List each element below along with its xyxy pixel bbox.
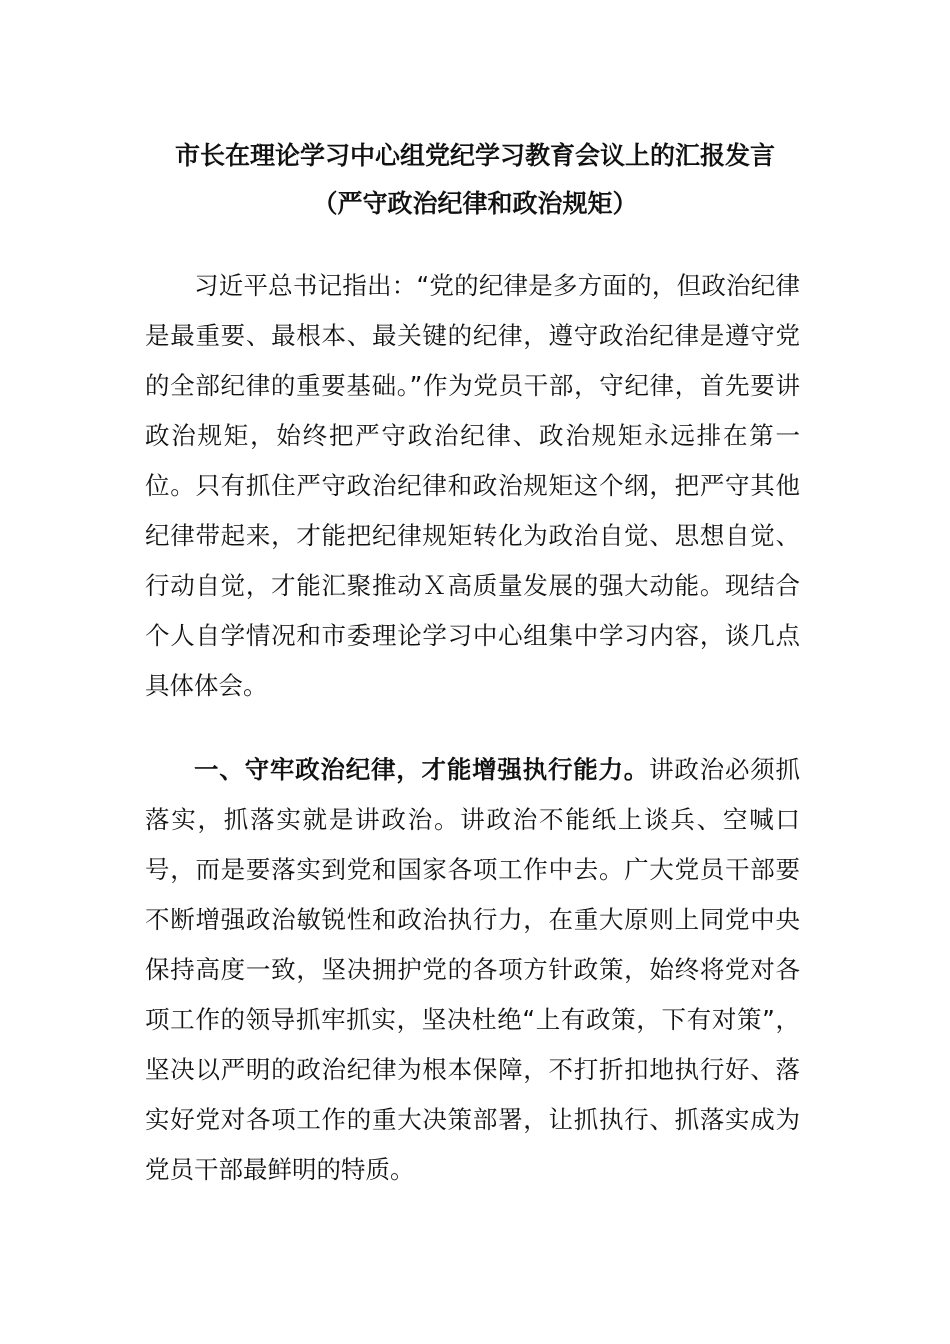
document-title: 市长在理论学习中心组党纪学习教育会议上的汇报发言 xyxy=(174,141,775,170)
paragraph-intro-text: 习近平总书记指出：“党的纪律是多方面的，但政治纪律是最重要、最根本、最关键的纪律，遵守政治纪律是遵守党的全部纪律的重要基础。”作为党员干部，守纪律，首先要讲政治规矩，始终把严守政治纪律、政治规矩永远排在第一位。只有抓住严守政治纪律和政治规矩这个纲，把严守其他纪律带起来，才能把纪律规矩转化为政治自觉、思想自觉、行动自觉，才能汇聚推动Ｘ高质量发展的强大动能。现结合个人自学情况和市委理论学习中心组集中学习内容，谈几点具体体会。 xyxy=(145,271,800,700)
section-one-text: 讲政治必须抓落实，抓落实就是讲政治。讲政治不能纸上谈兵、空喊口号，而是要落实到党和国家各项工作中去。广大党员干部要不断增强政治敏锐性和政治执行力，在重大原则上同党中央保持高度一致，坚决拥护党的各项方针政策，始终将党对各项工作的领导抓牢抓实，坚决杜绝“上有政策，下有对策”，坚决以严明的政治纪律为根本保障，不打折扣地执行好、落实好党对各项工作的重大决策部署，让抓执行、抓落实成为党员干部最鲜明的特质。 xyxy=(145,755,801,1184)
document-subtitle: （严守政治纪律和政治规矩） xyxy=(312,189,638,218)
section-one-heading: 一、守牢政治纪律，才能增强执行能力。 xyxy=(194,755,650,784)
paragraph-intro xyxy=(145,261,800,711)
paragraph-section-one xyxy=(145,745,800,1195)
